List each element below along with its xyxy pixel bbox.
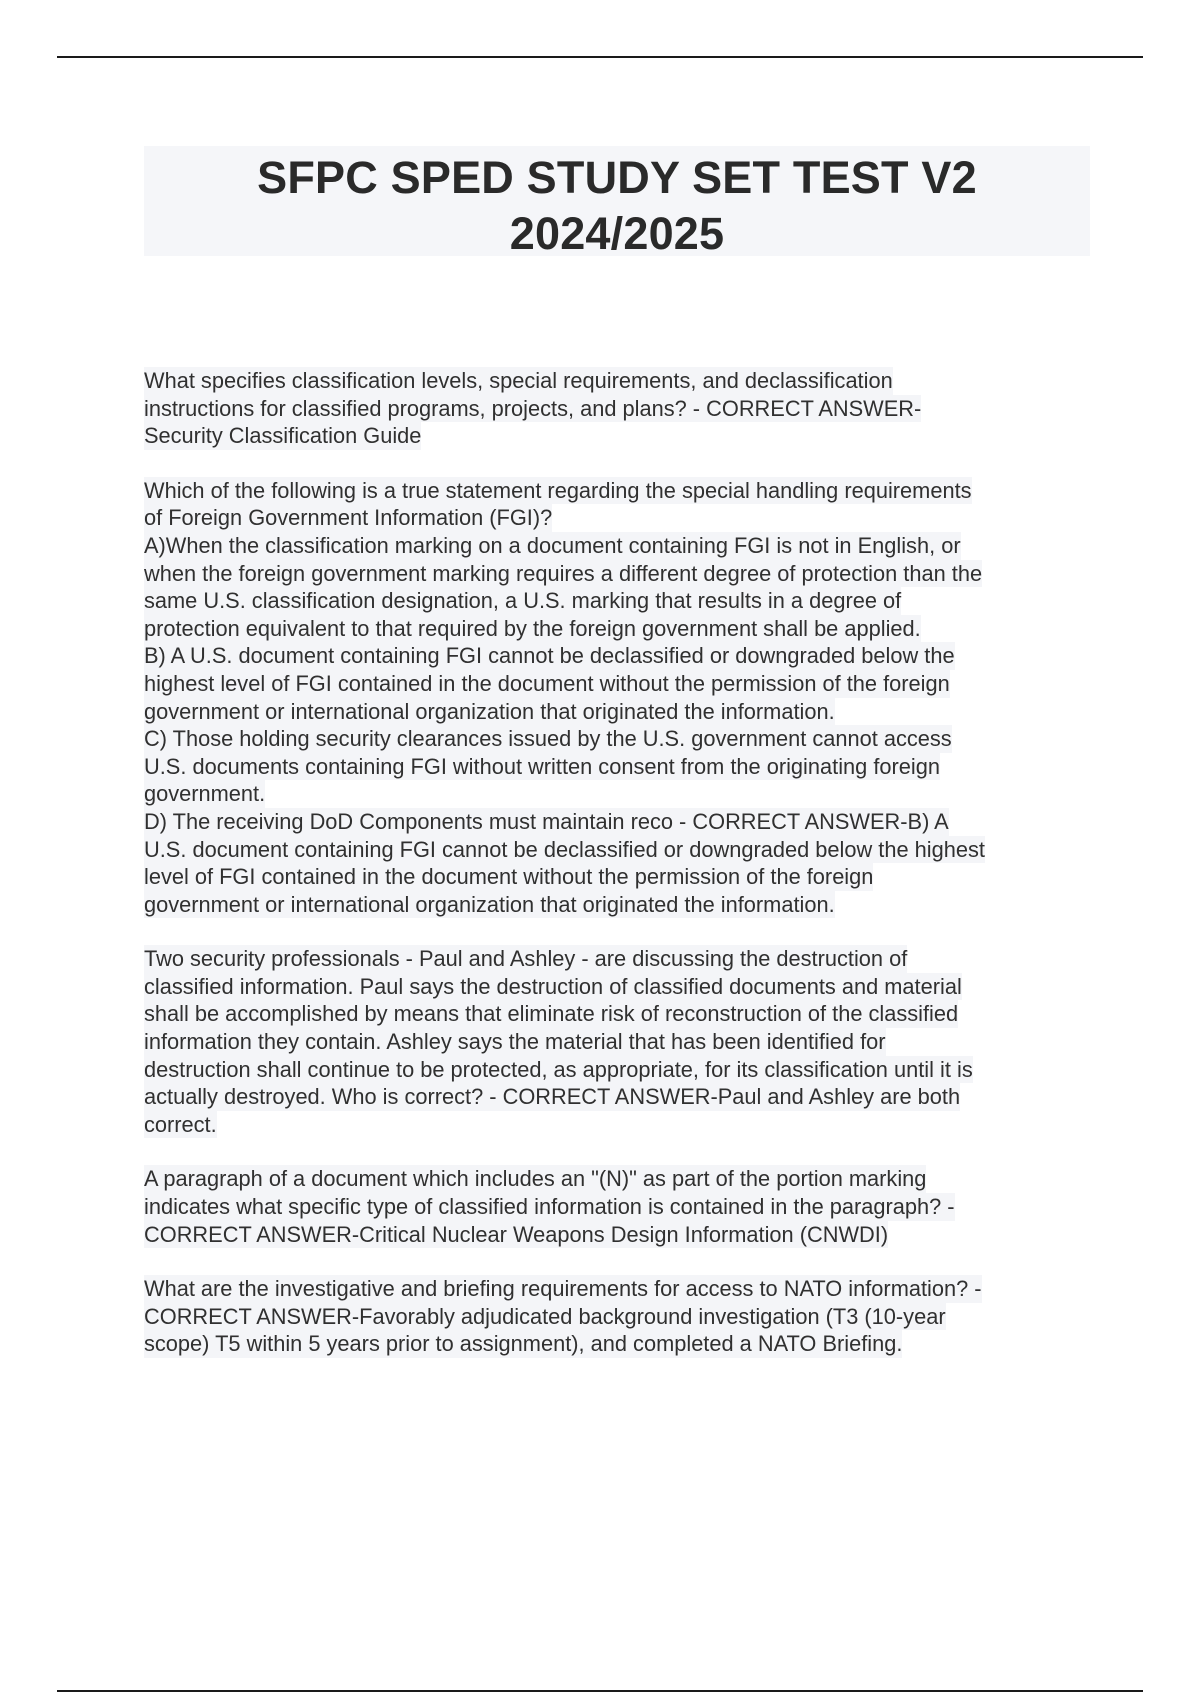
text-line: level of FGI contained in the document without the permission of the foreign <box>144 864 874 890</box>
qa-item-5 <box>144 1275 1090 1358</box>
text-line: of Foreign Government Information (FGI)? <box>144 505 553 531</box>
text-line: information they contain. Ashley says the material that has been identified for <box>144 1029 886 1055</box>
text-line: when the foreign government marking requires a different degree of protection than the <box>144 560 983 586</box>
title-line-1: SFPC SPED STUDY SET TEST V2 <box>257 152 977 203</box>
text-line: Which of the following is a true statement regarding the special handling requirements <box>144 477 972 503</box>
text-line: CORRECT ANSWER-Favorably adjudicated background investigation (T3 (10-year <box>144 1303 946 1329</box>
text-line: A paragraph of a document which includes an "(N)" as part of the portion marking <box>144 1166 927 1192</box>
text-line: C) Those holding security clearances issued by the U.S. government cannot access <box>144 726 952 752</box>
text-line: D) The receiving DoD Components must maintain reco - CORRECT ANSWER-B) A <box>144 808 949 834</box>
text-line: A)When the classification marking on a document containing FGI is not in English, or <box>144 532 961 558</box>
text-line: U.S. document containing FGI cannot be declassified or downgraded below the highest <box>144 836 985 862</box>
text-line: protection equivalent to that required by the foreign government shall be applied. <box>144 615 921 641</box>
text-line: Security Classification Guide <box>144 423 422 449</box>
document-title <box>144 146 1090 262</box>
text-line: highest level of FGI contained in the document without the permission of the foreign <box>144 670 950 696</box>
text-line: same U.S. classification designation, a U.S. marking that results in a degree of <box>144 588 902 614</box>
bottom-rule <box>57 1690 1143 1692</box>
title-line-2: 2024/2025 <box>509 208 725 259</box>
qa-item-1 <box>144 367 1090 450</box>
text-line: B) A U.S. document containing FGI cannot be declassified or downgraded below the <box>144 643 955 669</box>
qa-item-4 <box>144 1165 1090 1248</box>
text-line: shall be accomplished by means that eliminate risk of reconstruction of the classified <box>144 1001 959 1027</box>
text-line: scope) T5 within 5 years prior to assignment), and completed a NATO Briefing. <box>144 1331 903 1357</box>
text-line: correct. <box>144 1111 217 1137</box>
text-line: instructions for classified programs, projects, and plans? - CORRECT ANSWER- <box>144 395 922 421</box>
text-line: government or international organization that originated the information. <box>144 891 835 917</box>
text-line: destruction shall continue to be protected, as appropriate, for its classification until it is <box>144 1056 973 1082</box>
text-line: U.S. documents containing FGI without written consent from the originating foreign <box>144 753 940 779</box>
text-line: government. <box>144 781 266 807</box>
text-line: government or international organization that originated the information. <box>144 698 835 724</box>
text-line: Two security professionals - Paul and Ashley - are discussing the destruction of <box>144 946 908 972</box>
qa-item-3 <box>144 945 1090 1138</box>
text-line: What specifies classification levels, special requirements, and declassification <box>144 368 893 393</box>
text-line: classified information. Paul says the destruction of classified documents and material <box>144 973 962 999</box>
qa-item-2 <box>144 477 1090 919</box>
top-rule <box>57 56 1143 58</box>
text-line: actually destroyed. Who is correct? - CORRECT ANSWER-Paul and Ashley are both <box>144 1084 961 1110</box>
text-line: CORRECT ANSWER-Critical Nuclear Weapons Design Information (CNWDI) <box>144 1221 889 1247</box>
title-banner <box>144 146 1090 259</box>
text-line: indicates what specific type of classified information is contained in the paragraph? - <box>144 1194 955 1220</box>
qa-content <box>144 367 1090 1385</box>
text-line: What are the investigative and briefing requirements for access to NATO information? - <box>144 1276 982 1302</box>
